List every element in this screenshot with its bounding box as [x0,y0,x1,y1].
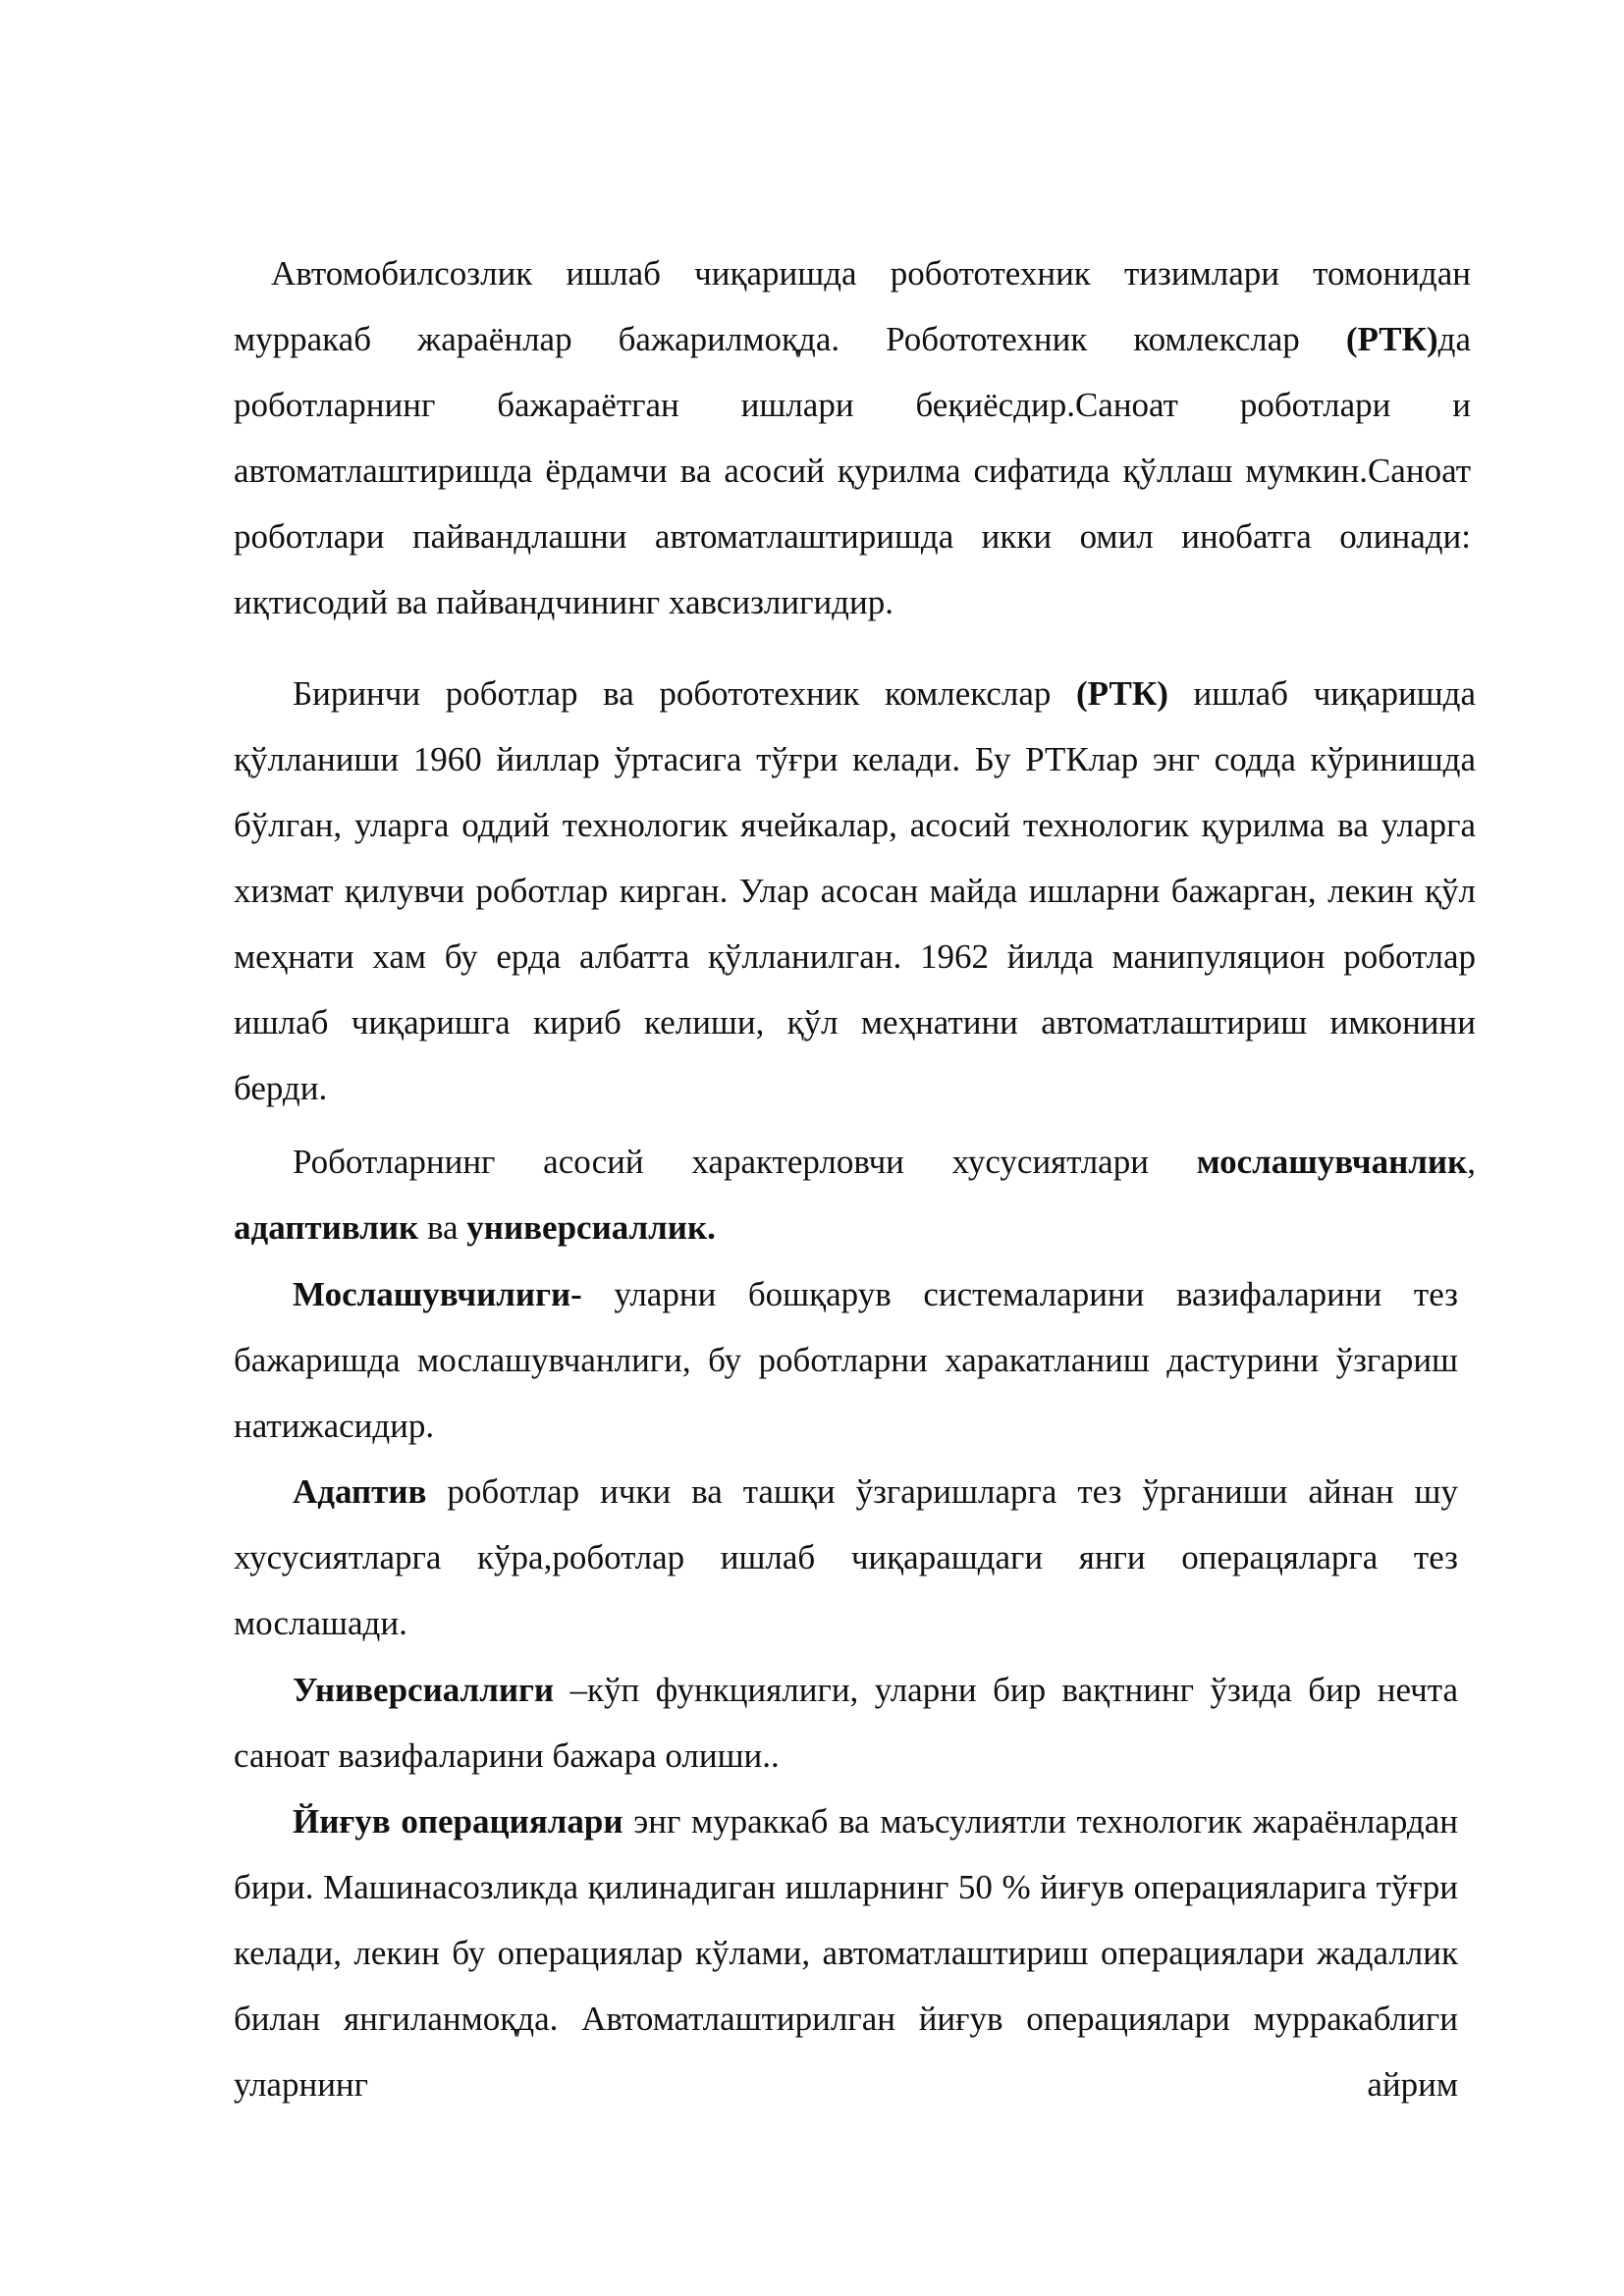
paragraph-flexibility [234,1261,1458,1459]
paragraph-universality [234,1657,1458,1789]
text-segment: ишлаб чиқаришда қўлланиши 1960 йиллар ўртасига тўғри келади. Бу РТКлар энг содда кўринишда бўлган, уларга оддий технологик ячейкалар, асосий технологик қурилма ва уларга хизмат қилувчи роботлар кирган. Улар асосан майда ишларни бажарган, лекин қўл меҳнати хам бу ерда албатта қўлланилган. 1962 йилда манипуляцион роботлар ишлаб чиқаришга кириб келиши, қўл меҳнатини автоматлаштириш имконини берди. [234,674,1477,1107]
text-segment: энг мураккаб ва маъсулиятли технологик жараёнлардан бири. Машинасозликда қилинадиган ишларнинг 50 % йиғув операцияларига тўғри келади, лекин бу операциялар кўлами, автоматлаштириш операциялари жадаллик билан янгиланмоқда. Автоматлаштирилган йиғув операциялари мурракаблиги уларнинг айрим [234,1802,1458,2104]
bold-term-adaptive-def: Адаптив [293,1472,427,1511]
bold-term-rtk: (РТК) [1076,674,1168,713]
paragraph-history [234,661,1476,1121]
text-segment: роботлар ички ва ташқи ўзгаришларга тез ўрганиши айнан шу хусусиятларга кўра,роботлар ишлаб чиқарашдаги янги операцяларга тез мослашади. [234,1472,1458,1642]
text-segment: –кўп функциялиги, уларни бир вақтнинг ўзида бир нечта саноат вазифаларини бажара олиши.. [234,1671,1458,1775]
bold-term-adaptivity: адаптивлик [234,1208,419,1247]
text-segment: ва [418,1208,467,1247]
text-segment: да роботларнинг бажараётган ишлари беқиёсдир.Саноат роботлари и автоматлаштиришда ёрдамчи ва асосий қурилма сифатида қўллаш мумкин.Саноат роботлари пайвандлашни автоматлаштиришда икки омил инобатга олинади: иқтисодий ва пайвандчининг хавсизлигидир. [234,320,1471,621]
paragraph-properties [234,1129,1476,1260]
paragraph-assembly [234,1789,1458,2117]
bold-term-flexibility-def: Мослашувчилиги- [293,1275,582,1313]
bold-term-assembly: Йиғув операциялари [293,1802,623,1841]
bold-term-rtk: (РТК) [1345,320,1438,358]
bold-term-universality: универсиаллик. [466,1208,716,1247]
text-segment: , [1467,1143,1476,1181]
text-segment: Биринчи роботлар ва робототехник комлекслар [293,674,1077,713]
paragraph-adaptive [234,1459,1458,1656]
text-segment: Роботларнинг асосий характерловчи хусусиятлари [293,1143,1197,1181]
text-segment: уларни бошқарув системаларини вазифаларини тез бажаришда мослашувчанлиги, бу роботларни харакатланиш дастурини ўзгариш натижасидир. [234,1275,1458,1445]
text-segment: Автомобилсозлик ишлаб чиқаришда робототехник тизимлари томонидан мурракаб жараёнлар бажарилмоқда. Робототехник комлекслар [234,254,1471,358]
paragraph-intro [234,240,1471,635]
bold-term-flexibility: мослашувчанлик [1196,1143,1468,1181]
bold-term-universality-def: Универсиаллиги [293,1671,555,1709]
